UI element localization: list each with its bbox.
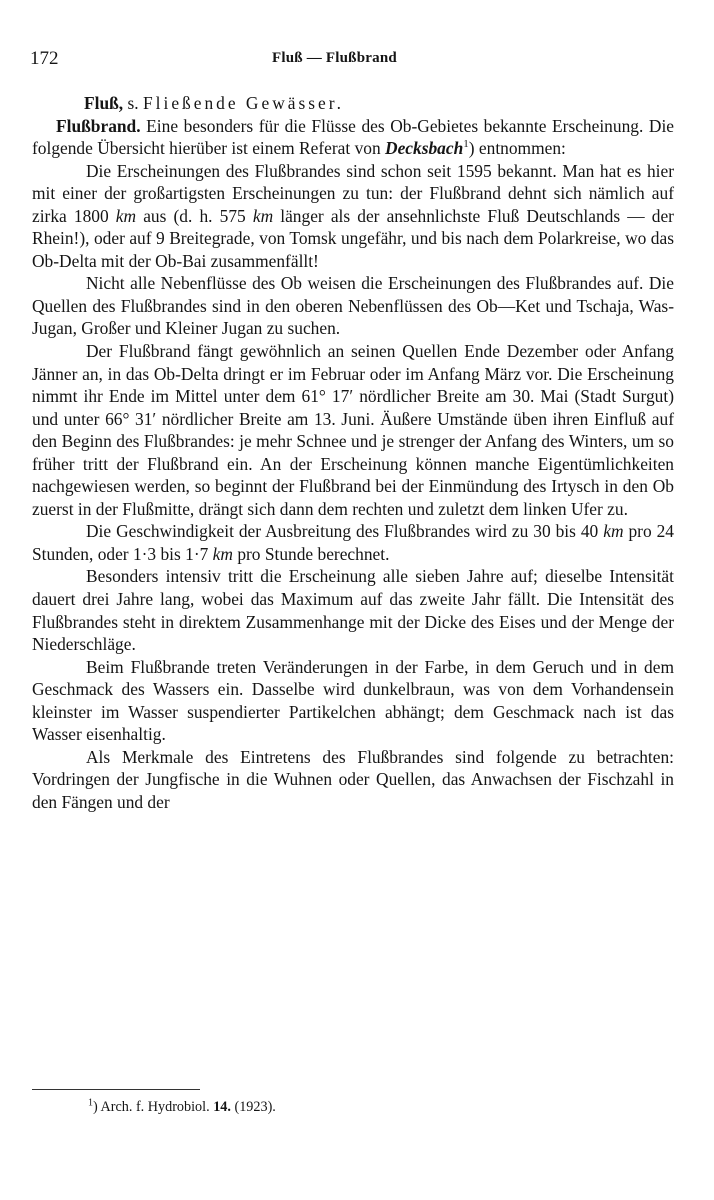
paragraph-6: Beim Flußbrande treten Veränderungen in der Farbe, in dem Geruch und in dem Geschmack des Wassers ein. Dasselbe wird dunkelbraun, was von dem Vorhandensein kleinster im Wasser suspendierter Partikelchen abhängt; dem Geschmack nach ist das Wasser eisenhaltig.	[32, 656, 674, 745]
main-text	[32, 92, 674, 814]
headword-fluss: Fluß,	[84, 93, 124, 113]
entry-fluss	[32, 92, 674, 115]
footnote-volume: 14.	[213, 1099, 231, 1115]
paragraph-1-text-a: Die Erscheinungen des Flußbrandes sind schon seit 1595 bekannt. Man hat es hier mit einer der großartigsten Erscheinungen zu tun: der Flußbrand dehnt sich nämlich auf zirka 1800	[32, 160, 674, 226]
unit-km: km	[115, 205, 137, 226]
paragraph-4-text-b: pro 24 Stunden, oder 1·3 bis 1·7	[32, 521, 674, 564]
footnote-divider	[32, 1089, 200, 1090]
entry-flussbrand	[32, 115, 674, 160]
footnote-mark: 1	[88, 1097, 93, 1109]
footnote-reference: 1	[463, 138, 469, 151]
paragraph-4	[32, 520, 674, 565]
footnote-year: (1923).	[234, 1099, 276, 1115]
paragraph-4-text-c: pro Stunde berechnet.	[237, 543, 390, 564]
paragraph-7: Als Merkmale des Eintretens des Flußbrandes sind folgende zu betrachten: Vordringen der Jungfische in die Wuhnen oder Quellen, das Anwachsen der Fischzahl in den Fängen und der	[32, 746, 674, 812]
headword-flussbrand: Flußbrand.	[56, 115, 141, 136]
paragraph-1-text-b: aus (d. h. 575	[143, 205, 246, 226]
paragraph-3: Der Flußbrand fängt gewöhnlich an seinen Quellen Ende Dezember oder Anfang Jänner an, in das Ob-Delta dringt er im Februar oder im Anfang März vor. Die Erscheinung nimmt ihr Ende im Mittel unter dem 61° 17′ nördlicher Breite am 30. Mai (Stadt Surgut) und unter 66° 31′ nördlicher Breite am 13. Juni. Äußere Umstände üben ihren Einfluß auf den Beginn des Flußbrandes: je mehr Schnee und je strenger der Anfang des Winters, um so früher tritt der Flußbrand ein. An der Erscheinung können manche Eigentümlichkeiten nachgewiesen werden, so beginnt der Flußbrand bei der Einmündung des Irtysch in den Ob zuerst in der Flußmitte, drängt sich dann dem rechten und zuletzt dem linken Ufer zu.	[32, 341, 674, 519]
author-name: Decksbach	[385, 138, 464, 159]
paragraph-4-text-a: Die Geschwindigkeit der Ausbreitung des Flußbrandes wird zu 30 bis 40	[86, 521, 599, 542]
paragraph-1-text-c: länger als der ansehnlichste Fluß Deutschlands — der Rhein!), oder auf 9 Breitegrade, von Tomsk ungefähr, und bis nach dem Polarkreise, wo das Ob-Delta mit der Ob-Bai zusammenfällt!	[32, 205, 674, 271]
paragraph-1	[32, 160, 674, 273]
footnote-text: ) Arch. f. Hydrobiol.	[93, 1099, 210, 1115]
see-reference: s.	[127, 93, 139, 113]
cross-reference-target: Fließende Gewässer.	[143, 93, 344, 113]
paragraph-5: Besonders intensiv tritt die Erscheinung alle sieben Jahre auf; dieselbe Intensität dauert drei Jahre lang, wobei das Maximum auf das zweite Jahr fällt. Die Intensität des Flußbrandes steht in direktem Zusammenhange mit der Dicke des Eises und der Menge der Niederschläge.	[32, 566, 674, 655]
page-number: 172	[30, 48, 59, 69]
paragraph-2: Nicht alle Nebenflüsse des Ob weisen die Erscheinungen des Flußbrandes auf. Die Quellen des Flußbrandes sind in den oberen Nebenflüssen des Ob—Ket und Tschaja, Was-Jugan, Großer und Kleiner Jugan zu suchen.	[32, 273, 674, 339]
running-title: Fluß — Flußbrand	[272, 50, 397, 66]
entry-intro-end: ) entnommen:	[468, 138, 566, 159]
unit-km: km	[252, 205, 274, 226]
unit-km: km	[212, 543, 233, 564]
footnote	[88, 1099, 276, 1116]
page-header	[30, 48, 674, 72]
entry-intro: Eine besonders für die Flüsse des Ob-Gebietes bekannte Erscheinung. Die folgende Übersicht hierüber ist einem Referat von	[32, 115, 674, 159]
unit-km: km	[603, 521, 624, 542]
